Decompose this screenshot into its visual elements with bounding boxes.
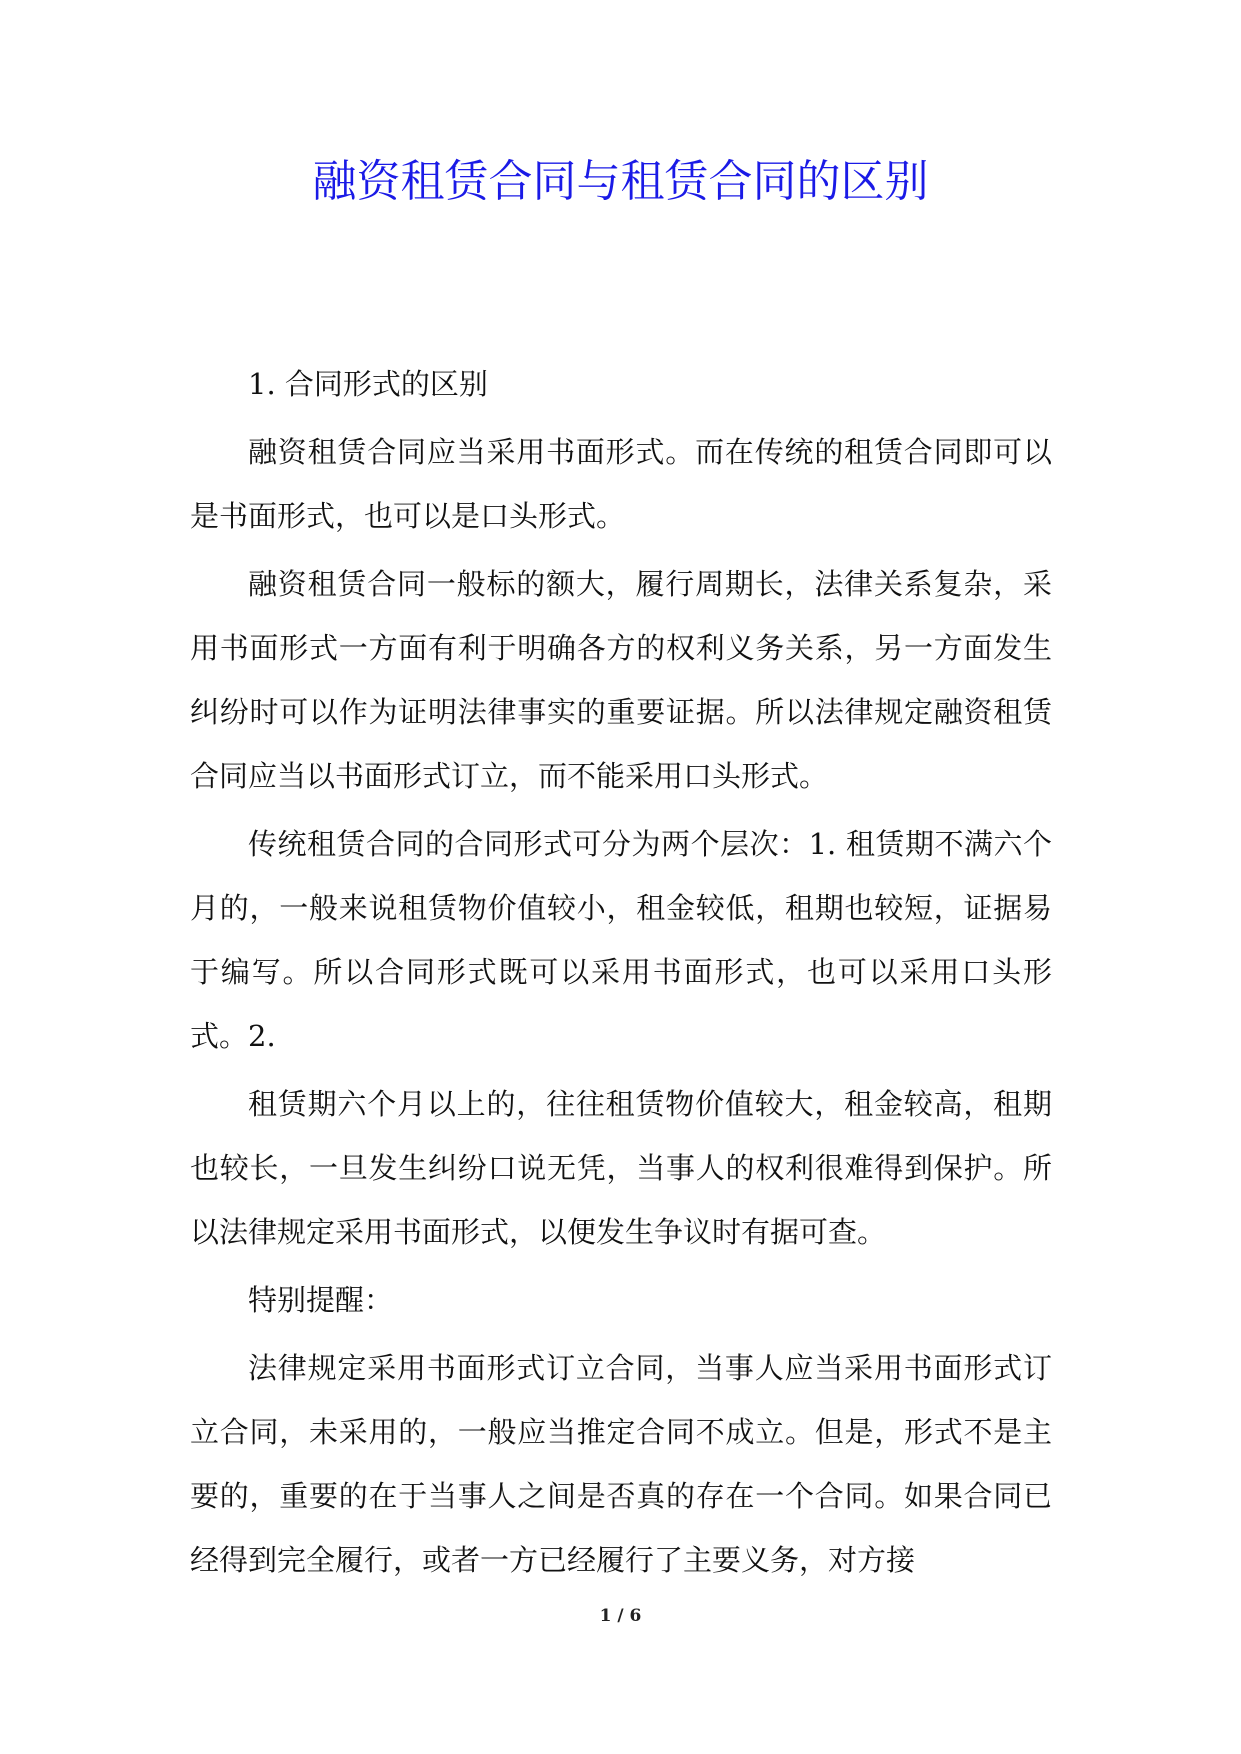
document-body: [190, 352, 1052, 1596]
page-number: 1 / 6: [599, 1606, 642, 1626]
body-paragraph: 传统租赁合同的合同形式可分为两个层次：1. 租赁期不满六个月的，一般来说租赁物价值较小，租金较低，租期也较短，证据易于编写。所以合同形式既可以采用书面形式，也可以采用口头形式。2.: [190, 827, 1052, 1053]
document-title: 融资租赁合同与租赁合同的区别: [312, 156, 929, 207]
special-reminder-heading: 特别提醒：: [248, 1283, 394, 1317]
body-paragraph: 法律规定采用书面形式订立合同，当事人应当采用书面形式订立合同，未采用的，一般应当推定合同不成立。但是，形式不是主要的，重要的在于当事人之间是否真的存在一个合同。如果合同已经得到完全履行，或者一方已经履行了主要义务，对方接: [190, 1351, 1052, 1577]
section-heading: 1. 合同形式的区别: [248, 367, 488, 401]
body-paragraph: 租赁期六个月以上的，往往租赁物价值较大，租金较高，租期也较长，一旦发生纠纷口说无凭，当事人的权利很难得到保护。所以法律规定采用书面形式，以便发生争议时有据可查。: [190, 1087, 1052, 1249]
body-paragraph: 融资租赁合同应当采用书面形式。而在传统的租赁合同即可以是书面形式，也可以是口头形式。: [190, 435, 1052, 533]
body-paragraph: 融资租赁合同一般标的额大，履行周期长，法律关系复杂，采用书面形式一方面有利于明确各方的权利义务关系，另一方面发生纠纷时可以作为证明法律事实的重要证据。所以法律规定融资租赁合同应当以书面形式订立，而不能采用口头形式。: [190, 567, 1052, 793]
